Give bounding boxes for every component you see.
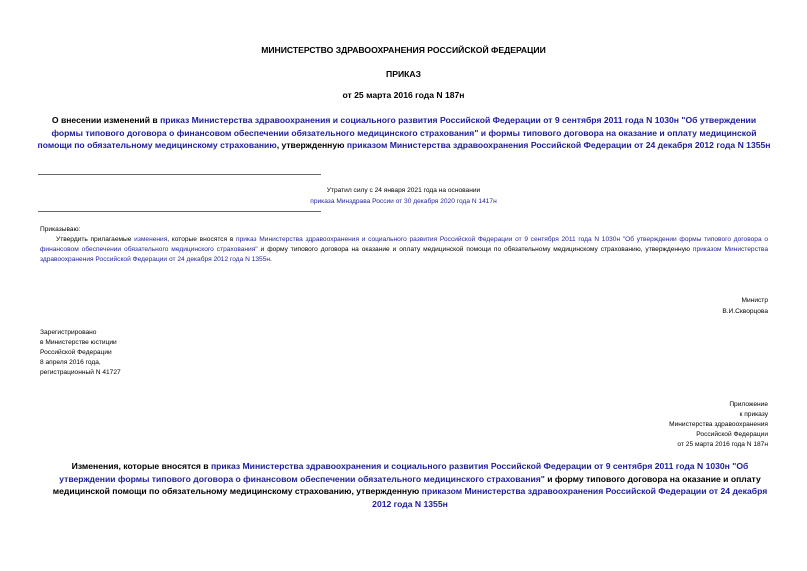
para-text-end: . bbox=[270, 256, 272, 263]
main-paragraph bbox=[40, 235, 768, 265]
document-title bbox=[36, 114, 772, 152]
para-text-start: Утвердить прилагаемые bbox=[56, 236, 135, 243]
changes-title-link-order-1030n[interactable]: приказ Министерства здравоохранения и социального развития Российской Федерации от 9 сентября 2011 года N 1030н "Об утверждении формы типового договора о финансовом обеспечении обязательного медицинского страхования" bbox=[59, 461, 749, 484]
para-link-order-1355n[interactable]: приказом Министерства здравоохранения Российской Федерации от 24 декабря 2012 года N 1355н bbox=[40, 246, 768, 263]
doc-type-heading: ПРИКАЗ bbox=[386, 69, 421, 79]
appendix-line-2: к приказу bbox=[739, 411, 768, 418]
changes-title-start: Изменения, которые вносятся в bbox=[71, 461, 211, 471]
registration-line-1: Зарегистрировано bbox=[40, 329, 97, 336]
status-link-order-1417n[interactable]: приказа Минздрава России от 30 декабря 2020 года N 1417н bbox=[310, 198, 497, 205]
changes-title-link-order-1355n[interactable]: приказом Министерства здравоохранения Российской Федерации от 24 декабря 2012 года N 1355н bbox=[372, 486, 768, 509]
para-link-order-1030n[interactable]: приказ Министерства здравоохранения и социального развития Российской Федерации от 9 сентября 2011 года N 1030н "Об утверждении формы типового договора о финансовом обеспечении обязательного медицинского страхования" bbox=[40, 236, 768, 253]
registration-block bbox=[40, 328, 121, 378]
prikazyvayu-label: Приказываю: bbox=[40, 226, 81, 233]
changes-title bbox=[52, 460, 768, 510]
title-text-mid: , утвержденную bbox=[276, 140, 347, 150]
appendix-line-5: от 25 марта 2016 года N 187н bbox=[677, 441, 768, 448]
changes-title-mid: и форму типового договора на оказание и оплату медицинской помощи по обязательному медицинскому страхованию, утвержденную bbox=[52, 473, 761, 496]
registration-line-3: Российской Федерации bbox=[40, 349, 112, 356]
title-link-order-1030n[interactable]: приказ Министерства здравоохранения и социального развития Российской Федерации от 9 сентября 2011 года N 1030н "Об утверждении формы типового договора о финансовом обеспечении обязательного медицинского страхования" и формы типового договора на оказание и оплату медицинской помощи по обязательному медицинскому страхованию bbox=[37, 115, 757, 150]
signature-name: В.И.Скворцова bbox=[722, 308, 768, 315]
ministry-heading: МИНИСТЕРСТВО ЗДРАВООХРАНЕНИЯ РОССИЙСКОЙ ФЕДЕРАЦИИ bbox=[261, 45, 546, 55]
registration-line-2: в Министерстве юстиции bbox=[40, 339, 117, 346]
divider-bottom bbox=[38, 211, 321, 212]
registration-line-5: регистрационный N 41727 bbox=[40, 369, 121, 376]
para-link-changes[interactable]: изменения bbox=[134, 236, 168, 243]
signature-role: Министр bbox=[741, 297, 768, 304]
appendix-line-3: Министерства здравоохранения bbox=[669, 421, 768, 428]
registration-line-4: 8 апреля 2016 года, bbox=[40, 359, 101, 366]
divider-top bbox=[38, 174, 321, 175]
status-line-1: Утратил силу с 24 января 2021 года на основании bbox=[326, 187, 481, 194]
appendix-line-4: Российской Федерации bbox=[696, 431, 768, 438]
para-text-mid-1: , которые вносятся в bbox=[167, 236, 237, 243]
para-text-mid-2: и форму типового договора на оказание и оплату медицинской помощи по обязательному медицинскому страхованию, утвержденную bbox=[257, 246, 693, 253]
title-text-start: О внесении изменений в bbox=[51, 115, 161, 125]
appendix-block bbox=[669, 400, 768, 450]
appendix-line-1: Приложение bbox=[729, 401, 768, 408]
title-link-order-1355n[interactable]: приказом Министерства здравоохранения Российской Федерации от 24 декабря 2012 года N 1355н bbox=[346, 140, 771, 150]
status-line-2 bbox=[0, 197, 807, 207]
doc-date-number: от 25 марта 2016 года N 187н bbox=[342, 90, 465, 100]
